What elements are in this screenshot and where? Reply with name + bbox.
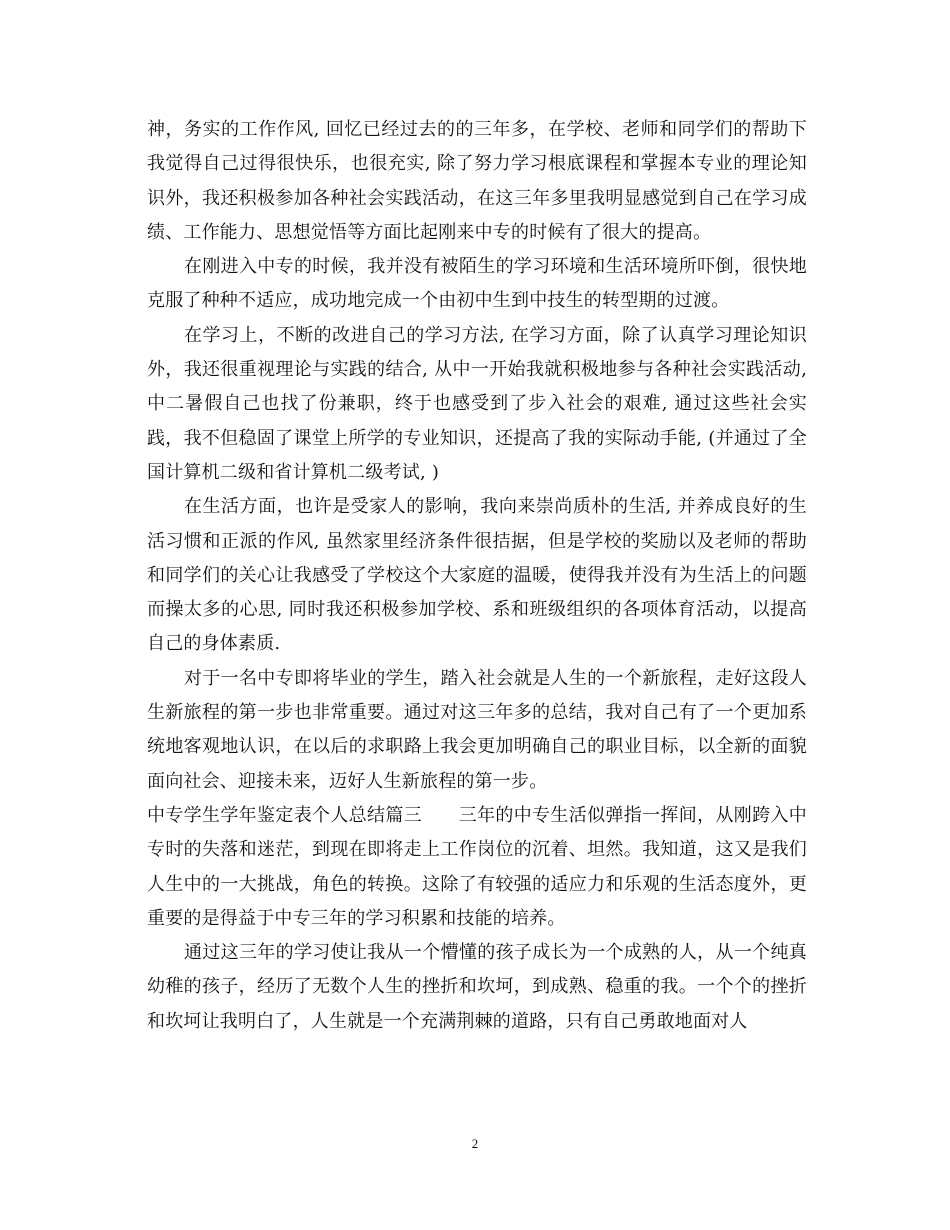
paragraph-study: 在学习上，不断的改进自己的学习方法, 在学习方面，除了认真学习理论知识外，我还很重视理论与实践的结合, 从中一开始我就积极地参与各种社会实践活动, 中二暑假自己也找了份兼职，终于也感受到了步入社会的艰难, 通过这些社会实践，我不但稳固了课堂上所学的专业知识，还提高了我的实际动手能, (并通过了全国计算机二级和省计算机二级考试, )	[147, 324, 807, 483]
paragraph-entering-school: 在刚进入中专的时候，我并没有被陌生的学习环境和生活环境所吓倒，很快地克服了种种不适应，成功地完成一个由初中生到中技生的转型期的过渡。	[147, 256, 807, 312]
paragraph-section-three: 中专学生学年鉴定表个人总结篇三 三年的中专生活似弹指一挥间，从刚跨入中专时的失落和迷茫，到现在即将走上工作岗位的沉着、坦然。我知道，这又是我们人生中的一大挑战，角色的转换。这除了有较强的适应力和乐观的生活态度外，更重要的是得益于中专三年的学习积累和技能的培养。	[147, 804, 807, 929]
paragraph-growth: 通过这三年的学习使让我从一个懵懂的孩子成长为一个成熟的人，从一个纯真幼稚的孩子，经历了无数个人生的挫折和坎坷，到成熟、稳重的我。一个个的挫折和坎坷让我明白了，人生就是一个充满荆棘的道路，只有自己勇敢地面对人	[147, 942, 807, 1032]
paragraph-life: 在生活方面，也许是受家人的影响，我向来崇尚质朴的生活, 并养成良好的生活习惯和正派的作风, 虽然家里经济条件很拮据，但是学校的奖励以及老师的帮助和同学们的关心让我感受了学校这个大家庭的温暖，使得我并没有为生活上的问题而操太多的心思, 同时我还积极参加学校、系和班级组织的各项体育活动，以提高自己的身体素质.	[147, 496, 807, 655]
paragraph-graduation: 对于一名中专即将毕业的学生，踏入社会就是人生的一个新旅程，走好这段人生新旅程的第一步也非常重要。通过对这三年多的总结，我对自己有了一个更加系统地客观地认识，在以后的求职路上我会更加明确自己的职业目标，以全新的面貌面向社会、迎接未来，迈好人生新旅程的第一步。	[147, 667, 807, 792]
page-number: 2	[471, 1136, 479, 1151]
body-text	[147, 113, 807, 1039]
paragraph-continuation: 神，务实的工作作风, 回忆已经过去的的三年多，在学校、老师和同学们的帮助下我觉得自己过得很快乐，也很充实, 除了努力学习根底课程和掌握本专业的理论知识外，我还积极参加各种社会实践活动，在这三年多里我明显感觉到自己在学习成绩、工作能力、思想觉悟等方面比起刚来中专的时候有了很大的提高。	[147, 119, 807, 243]
